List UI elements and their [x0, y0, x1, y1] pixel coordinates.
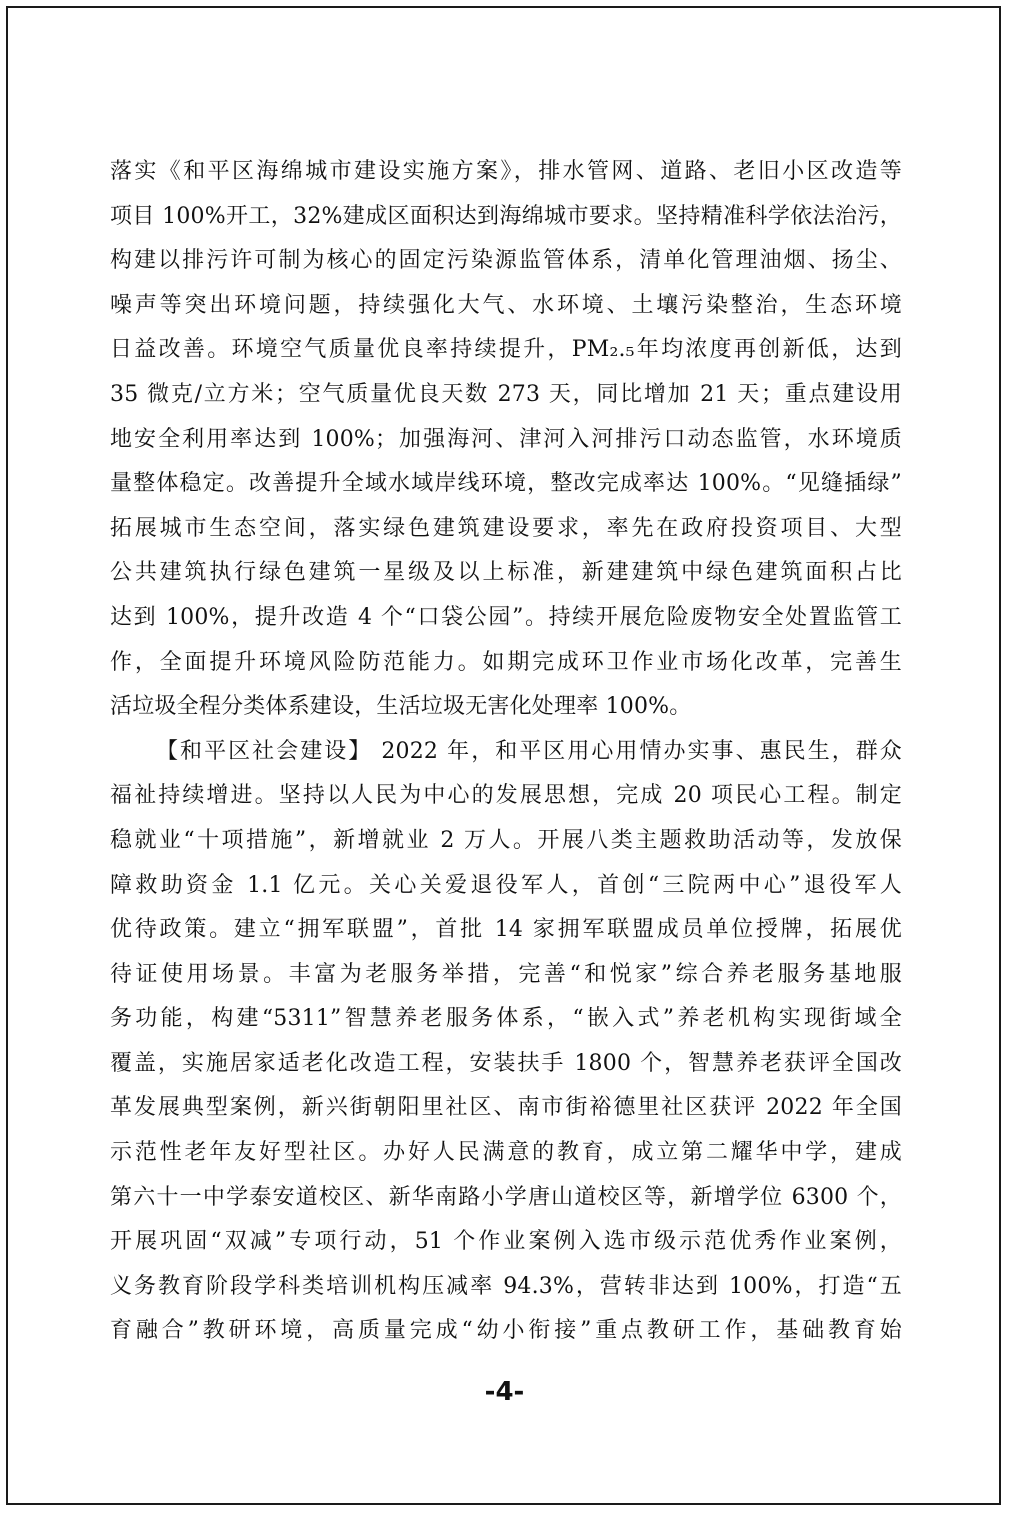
text-line: 地安全利用率达到 100%；加强海河、津河入河排污口动态监管，水环境质: [110, 426, 902, 452]
text-line: 革发展典型案例，新兴街朝阳里社区、南市街裕德里社区获评 2022 年全国: [110, 1095, 902, 1121]
text-line: 构建以排污许可制为核心的固定污染源监管体系，清单化管理油烟、扬尘、: [110, 248, 902, 274]
text-line: 拓展城市生态空间，落实绿色建筑建设要求，率先在政府投资项目、大型: [110, 515, 902, 541]
text-line: 第六十一中学泰安道校区、新华南路小学唐山道校区等，新增学位 6300 个，: [110, 1184, 902, 1210]
text-line: 项目 100%开工，32%建成区面积达到海绵城市要求。坚持精准科学依法治污，: [110, 203, 902, 229]
text-line: 义务教育阶段学科类培训机构压减率 94.3%，营转非达到 100%，打造“五: [110, 1273, 902, 1299]
text-line: 待证使用场景。丰富为老服务举措，完善“和悦家”综合养老服务基地服: [110, 961, 902, 987]
text-line: 障救助资金 1.1 亿元。关心关爱退役军人，首创“三院两中心”退役军人: [110, 872, 902, 898]
text-line: 噪声等突出环境问题，持续强化大气、水环境、土壤污染整治，生态环境: [110, 292, 902, 318]
text-line: 公共建筑执行绿色建筑一星级及以上标准，新建建筑中绿色建筑面积占比: [110, 560, 902, 586]
text-line: 稳就业“十项措施”，新增就业 2 万人。开展八类主题救助活动等，发放保: [110, 827, 902, 853]
text-line: 35 微克/立方米；空气质量优良天数 273 天，同比增加 21 天；重点建设用: [110, 381, 902, 407]
text-line: 量整体稳定。改善提升全域水域岸线环境，整改完成率达 100%。“见缝插绿”: [110, 471, 902, 497]
text-line: 活垃圾全程分类体系建设，生活垃圾无害化处理率 100%。: [110, 694, 692, 720]
body-text: [110, 150, 902, 1354]
text-line: 示范性老年友好型社区。办好人民满意的教育，成立第二耀华中学，建成: [110, 1140, 902, 1166]
text-line: 开展巩固“双减”专项行动，51 个作业案例入选市级示范优秀作业案例，: [110, 1229, 902, 1255]
text-line: 福祉持续增进。坚持以人民为中心的发展思想，完成 20 项民心工程。制定: [110, 783, 902, 809]
text-line: 作，全面提升环境风险防范能力。如期完成环卫作业市场化改革，完善生: [110, 649, 902, 675]
section-heading-line: 【和平区社会建设】 2022 年，和平区用心用情办实事、惠民生，群众: [156, 738, 902, 764]
text-line: 达到 100%，提升改造 4 个“口袋公园”。持续开展危险废物安全处置监管工: [110, 604, 902, 630]
text-line: 落实《和平区海绵城市建设实施方案》，排水管网、道路、老旧小区改造等: [110, 159, 902, 184]
text-line: 务功能，构建“5311”智慧养老服务体系，“嵌入式”养老机构实现街域全: [110, 1006, 902, 1032]
text-line: 优待政策。建立“拥军联盟”，首批 14 家拥军联盟成员单位授牌，拓展优: [110, 917, 902, 943]
text-line: 覆盖，实施居家适老化改造工程，安装扶手 1800 个，智慧养老获评全国改: [110, 1050, 902, 1076]
page-number: -4-: [484, 1377, 525, 1407]
text-line: 育融合”教研环境，高质量完成“幼小衔接”重点教研工作，基础教育始: [110, 1318, 902, 1344]
text-line: 日益改善。环境空气质量优良率持续提升，PM₂.₅年均浓度再创新低，达到: [110, 337, 902, 363]
